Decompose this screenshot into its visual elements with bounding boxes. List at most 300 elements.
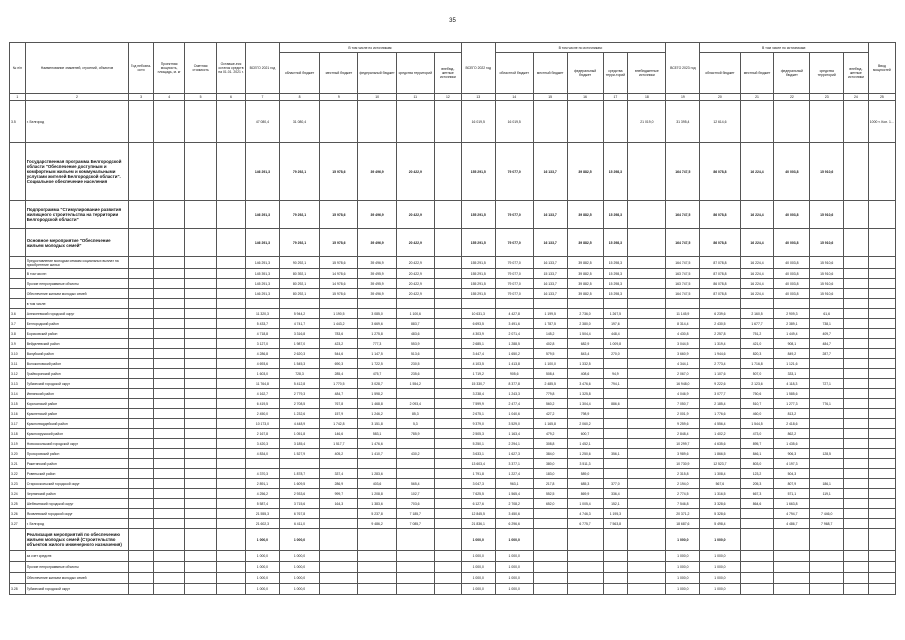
value-cell <box>628 257 666 269</box>
value-cell <box>396 389 434 399</box>
value-cell <box>700 299 740 309</box>
row-name-cell: Государственная программа Белгородской области "Обеспечение доступным и комфортным жильем и коммунальными услугами жителей Белгородской области". Социальное обеспечение населения <box>25 143 128 201</box>
value-cell: 87 078,8 <box>700 269 740 279</box>
row-name-cell: Волоконовский район <box>25 359 128 369</box>
empty-cell <box>129 279 154 289</box>
value-cell <box>740 529 774 551</box>
sub-header-cell: федеральный бюджет <box>358 53 396 94</box>
column-number-cell: 19 <box>666 94 700 101</box>
row-name-cell: Ракитянский район <box>25 459 128 469</box>
value-cell <box>844 257 869 269</box>
value-cell: 16 133,7 <box>533 143 567 201</box>
empty-cell <box>153 519 184 529</box>
value-cell: 423,2 <box>320 339 358 349</box>
value-cell <box>774 584 810 595</box>
notes-cell <box>868 562 895 573</box>
column-number-cell: 13 <box>461 94 495 101</box>
value-cell <box>533 551 567 562</box>
value-cell: 1 000,0 <box>666 529 700 551</box>
table-row <box>10 257 896 269</box>
value-cell: 473,0 <box>740 429 774 439</box>
empty-cell <box>153 573 184 584</box>
value-cell: 12 523,7 <box>700 459 740 469</box>
value-cell: 155 291,5 <box>461 143 495 201</box>
empty-cell <box>129 584 154 595</box>
value-cell: 20 371,2 <box>666 509 700 519</box>
row-number-cell: 3.27 <box>10 519 26 529</box>
value-cell: 3 151,8 <box>358 419 396 429</box>
empty-cell <box>216 399 245 409</box>
value-cell <box>434 469 461 479</box>
value-cell <box>320 101 358 143</box>
empty-cell <box>129 489 154 499</box>
value-cell <box>434 201 461 229</box>
notes-cell <box>868 229 895 257</box>
value-cell: 2 485,5 <box>533 379 567 389</box>
table-row <box>10 279 896 289</box>
empty-cell <box>129 359 154 369</box>
row-name-cell: Реализация мероприятий по обеспечению жильем молодых семей (Строительство объектов жилого инженерного назначения) <box>25 529 128 551</box>
value-cell: 146,6 <box>320 429 358 439</box>
value-cell: 1 250,6 <box>567 449 603 459</box>
value-cell: 1 663,8 <box>774 499 810 509</box>
value-cell: 1 449,4 <box>774 329 810 339</box>
empty-cell <box>216 269 245 279</box>
value-cell: 16 019,5 <box>461 101 495 143</box>
empty-cell <box>844 329 869 339</box>
value-cell <box>567 562 603 573</box>
value-cell: 39 496,9 <box>358 201 396 229</box>
empty-cell <box>216 562 245 573</box>
value-cell: 270,0 <box>603 349 628 359</box>
empty-cell <box>129 309 154 319</box>
value-cell: 1 866,5 <box>700 449 740 459</box>
column-number-cell: 15 <box>533 94 567 101</box>
value-cell: 600,7 <box>567 429 603 439</box>
table-row <box>10 329 896 339</box>
empty-cell <box>153 143 184 201</box>
value-cell: 4 256,2 <box>246 489 280 499</box>
value-cell: 1 000,0 <box>279 584 319 595</box>
row-number-cell <box>10 299 26 309</box>
value-cell: 336,4 <box>603 489 628 499</box>
value-cell: 3 669,6 <box>358 319 396 329</box>
notes-cell <box>868 459 895 469</box>
empty-cell <box>185 329 216 339</box>
value-cell: 16 948,0 <box>666 379 700 389</box>
value-cell: 6 419,5 <box>246 399 280 409</box>
value-cell <box>810 562 844 573</box>
value-cell: 2 257,8 <box>700 329 740 339</box>
value-cell: 15 298,3 <box>603 143 628 201</box>
row-number-cell <box>10 289 26 299</box>
empty-cell <box>216 449 245 459</box>
value-cell <box>396 562 434 573</box>
value-cell: 4 741,7 <box>279 319 319 329</box>
value-cell <box>434 562 461 573</box>
notes-cell <box>868 349 895 359</box>
row-name-cell: г. Белгород <box>25 101 128 143</box>
value-cell: 3 047,3 <box>461 479 495 489</box>
notes-cell <box>868 299 895 309</box>
value-cell <box>434 257 461 269</box>
value-cell: 1 000,0 <box>700 562 740 573</box>
notes-cell <box>868 509 895 519</box>
value-cell: 1 776,6 <box>700 409 740 419</box>
value-cell: 1 121,6 <box>774 359 810 369</box>
notes-cell <box>868 469 895 479</box>
column-number-cell: 25 <box>868 94 895 101</box>
value-cell: 16 133,7 <box>533 279 567 289</box>
value-cell <box>628 289 666 299</box>
col-remaining-header: Оставше-еся остаток средств на 01.01. 2021 г. <box>216 43 245 94</box>
value-cell: 2 185,4 <box>700 399 740 409</box>
value-cell <box>810 389 844 399</box>
value-cell: 405,2 <box>320 449 358 459</box>
value-cell: 1 603,0 <box>246 369 280 379</box>
value-cell: 1 051,8 <box>279 429 319 439</box>
value-cell <box>567 584 603 595</box>
value-cell: 507,0 <box>740 369 774 379</box>
value-cell: 31 080,4 <box>279 101 319 143</box>
value-cell: 1 000,0 <box>495 551 533 562</box>
empty-cell <box>129 101 154 143</box>
empty-cell <box>844 499 869 509</box>
table-row <box>10 339 896 349</box>
value-cell: 1 332,5 <box>567 359 603 369</box>
value-cell <box>396 299 434 309</box>
value-cell <box>628 279 666 289</box>
value-cell: 1 878,7 <box>279 469 319 479</box>
value-cell: 205,3 <box>740 479 774 489</box>
value-cell: 652,0 <box>533 499 567 509</box>
notes-cell <box>868 201 895 229</box>
table-row <box>10 409 896 419</box>
value-cell <box>358 573 396 584</box>
value-cell <box>844 201 869 229</box>
value-cell: 1 000,0 <box>700 573 740 584</box>
table-row <box>10 489 896 499</box>
value-cell: 16 133,7 <box>533 229 567 257</box>
column-number-cell: 5 <box>185 94 216 101</box>
value-cell: 777,3 <box>358 339 396 349</box>
value-cell <box>434 299 461 309</box>
value-cell: 8 314,4 <box>666 319 700 329</box>
empty-cell <box>129 449 154 459</box>
value-cell: 869,9 <box>567 489 603 499</box>
empty-cell <box>129 257 154 269</box>
value-cell <box>603 584 628 595</box>
value-cell <box>628 229 666 257</box>
notes-cell <box>868 143 895 201</box>
value-cell: 1 677,7 <box>740 319 774 329</box>
row-name-cell: Губкинский городской округ <box>25 584 128 595</box>
empty-cell <box>129 469 154 479</box>
value-cell <box>628 419 666 429</box>
empty-cell <box>153 489 184 499</box>
value-cell: 1 005,4 <box>567 499 603 509</box>
empty-cell <box>129 289 154 299</box>
column-number-cell: 10 <box>358 94 396 101</box>
value-cell: 1 000,0 <box>700 584 740 595</box>
value-cell: 128,5 <box>810 449 844 459</box>
investment-program-table <box>9 42 896 595</box>
value-cell: 682,9 <box>567 339 603 349</box>
row-name-cell: Шебекинский городской округ <box>25 499 128 509</box>
row-number-cell <box>10 229 26 257</box>
value-cell <box>844 269 869 279</box>
value-cell <box>358 299 396 309</box>
value-cell <box>603 529 628 551</box>
value-cell: 9 259,6 <box>666 419 700 429</box>
value-cell: 217,8 <box>533 479 567 489</box>
row-number-cell: 3.19 <box>10 439 26 449</box>
value-cell: 5 944,2 <box>279 309 319 319</box>
notes-cell <box>868 399 895 409</box>
value-cell <box>567 573 603 584</box>
value-cell: 4 556,4 <box>700 419 740 429</box>
value-cell: 14 978,6 <box>320 269 358 279</box>
row-number-cell <box>10 551 26 562</box>
table-row <box>10 449 896 459</box>
value-cell: 80 392,1 <box>279 269 319 279</box>
value-cell: 421,0 <box>740 339 774 349</box>
value-cell: 39 882,5 <box>567 143 603 201</box>
value-cell: 2 773,4 <box>700 359 740 369</box>
value-cell <box>603 389 628 399</box>
value-cell: 18 687,6 <box>666 519 700 529</box>
value-cell: 1 000,0 <box>666 562 700 573</box>
sub-header-cell: федеральный бюджет <box>774 53 810 94</box>
column-number-cell: 7 <box>246 94 280 101</box>
sub-header-cell: федеральный бюджет <box>567 53 603 94</box>
value-cell <box>810 409 844 419</box>
value-cell <box>628 499 666 509</box>
value-cell: 2 067,0 <box>666 369 700 379</box>
value-cell <box>810 573 844 584</box>
value-cell: 183,0 <box>533 469 567 479</box>
row-name-cell: Старооскольский городской округ <box>25 479 128 489</box>
value-cell: 4 427,8 <box>495 309 533 319</box>
value-cell <box>603 573 628 584</box>
row-name-cell: Прочие непрограммные объекты <box>25 562 128 573</box>
empty-cell <box>153 529 184 551</box>
table-row <box>10 479 896 489</box>
table-row <box>10 229 896 257</box>
value-cell: 1 987,0 <box>279 339 319 349</box>
value-cell <box>320 519 358 529</box>
value-cell: 20 422,9 <box>396 257 434 269</box>
empty-cell <box>129 269 154 279</box>
value-cell: 16 133,7 <box>533 201 567 229</box>
empty-cell <box>129 339 154 349</box>
empty-cell <box>129 369 154 379</box>
empty-cell <box>129 399 154 409</box>
value-cell: 3 085,0 <box>358 309 396 319</box>
row-number-cell <box>10 562 26 573</box>
value-cell <box>567 529 603 551</box>
row-name-cell: Основное мероприятие "Обеспечение жильем молодых семей" <box>25 229 128 257</box>
value-cell: 553,9 <box>396 339 434 349</box>
value-cell <box>844 573 869 584</box>
value-cell: 2 380,0 <box>567 319 603 329</box>
value-cell <box>810 101 844 143</box>
empty-cell <box>153 349 184 359</box>
value-cell: 508,4 <box>533 369 567 379</box>
value-cell: 567,6 <box>700 479 740 489</box>
value-cell: 79 077,0 <box>495 279 533 289</box>
value-cell: 230,5 <box>396 359 434 369</box>
value-cell: 15 978,6 <box>320 143 358 201</box>
empty-cell <box>129 299 154 309</box>
value-cell: 1 000,0 <box>246 562 280 573</box>
value-cell: 2 909,3 <box>774 309 810 319</box>
value-cell: 155 291,5 <box>461 257 495 269</box>
value-cell: 544,6 <box>320 349 358 359</box>
value-cell: 1 383,6 <box>358 499 396 509</box>
value-cell: 20 422,9 <box>396 229 434 257</box>
value-cell <box>434 399 461 409</box>
row-number-cell <box>10 279 26 289</box>
row-name-cell: Краснояружский район <box>25 429 128 439</box>
value-cell: 6 767,8 <box>279 509 319 519</box>
value-cell: 39 496,9 <box>358 229 396 257</box>
value-cell: 164 747,5 <box>666 289 700 299</box>
empty-cell <box>216 229 245 257</box>
value-cell: 1 040,6 <box>495 409 533 419</box>
empty-cell <box>216 299 245 309</box>
value-cell: 186,1 <box>810 479 844 489</box>
value-cell: 21 836,1 <box>461 519 495 529</box>
value-cell: 2 708,2 <box>495 499 533 509</box>
value-cell: 16 133,7 <box>533 289 567 299</box>
column-number-cell: 8 <box>279 94 319 101</box>
empty-cell <box>185 349 216 359</box>
value-cell: 1 165,8 <box>533 419 567 429</box>
value-cell: 79 077,0 <box>495 269 533 279</box>
value-cell <box>434 379 461 389</box>
sub-header-cell: местный бюджет <box>320 53 358 94</box>
table-row <box>10 429 896 439</box>
sub-header-cell: средства территорий <box>396 53 434 94</box>
empty-cell <box>185 499 216 509</box>
value-cell: 15 133,7 <box>533 269 567 279</box>
value-cell: 963,1 <box>495 479 533 489</box>
value-cell <box>533 573 567 584</box>
value-cell <box>603 359 628 369</box>
value-cell: 1 009,8 <box>603 339 628 349</box>
value-cell <box>628 459 666 469</box>
row-number-cell: 3.28 <box>10 584 26 595</box>
empty-cell <box>844 419 869 429</box>
value-cell: 20 422,9 <box>396 201 434 229</box>
value-cell: 14 978,6 <box>320 279 358 289</box>
notes-cell <box>868 329 895 339</box>
value-cell: 164 747,5 <box>666 257 700 269</box>
row-name-cell: Новооскольский городской округ <box>25 439 128 449</box>
value-cell: 4 103,5 <box>461 359 495 369</box>
empty-cell <box>216 257 245 269</box>
value-cell: 15 298,3 <box>603 279 628 289</box>
value-cell: 448,4 <box>603 329 628 339</box>
notes-cell <box>868 519 895 529</box>
sub-header-cell: внебюд-жетные источники <box>844 53 869 94</box>
value-cell: 3 077,7 <box>700 389 740 399</box>
value-cell: 571,1 <box>774 489 810 499</box>
row-name-cell: Обеспечение жильем молодых семей <box>25 573 128 584</box>
empty-cell <box>153 379 184 389</box>
value-cell: 1 000,0 <box>495 573 533 584</box>
value-cell <box>320 509 358 519</box>
sub-header-cell: местный бюджет <box>533 53 567 94</box>
notes-cell <box>868 309 895 319</box>
notes-cell <box>868 257 895 269</box>
value-cell <box>434 389 461 399</box>
value-cell: 7 446,0 <box>810 509 844 519</box>
value-cell: 308,8 <box>533 439 567 449</box>
row-name-cell: Вейделевский район <box>25 339 128 349</box>
empty-cell <box>153 499 184 509</box>
value-cell <box>774 529 810 551</box>
value-cell: 727,1 <box>810 379 844 389</box>
value-cell <box>461 299 495 309</box>
empty-cell <box>216 339 245 349</box>
value-cell: 1 308,4 <box>700 469 740 479</box>
value-cell <box>810 459 844 469</box>
empty-cell <box>129 529 154 551</box>
value-cell <box>774 299 810 309</box>
empty-cell <box>185 439 216 449</box>
value-cell: 20 422,9 <box>396 279 434 289</box>
value-cell: 1 650,2 <box>495 349 533 359</box>
value-cell <box>396 529 434 551</box>
notes-cell <box>868 279 895 289</box>
value-cell: 94,9 <box>603 369 628 379</box>
value-cell <box>810 429 844 439</box>
value-cell: 1 000,0 <box>461 562 495 573</box>
value-cell <box>628 429 666 439</box>
value-cell: 146 291,3 <box>246 143 280 201</box>
table-row <box>10 299 896 309</box>
value-cell: 15 978,6 <box>320 289 358 299</box>
value-cell: 40 003,8 <box>774 279 810 289</box>
column-number-cell: 2 <box>25 94 128 101</box>
empty-cell <box>185 299 216 309</box>
value-cell <box>628 201 666 229</box>
value-cell: 751,2 <box>740 329 774 339</box>
row-number-cell: 3.20 <box>10 449 26 459</box>
empty-cell <box>185 309 216 319</box>
row-name-cell: Обеспечение жильем молодых семей <box>25 289 128 299</box>
value-cell: 3 238,4 <box>461 389 495 399</box>
value-cell: 15 910,6 <box>810 269 844 279</box>
row-number-cell: 3.25 <box>10 499 26 509</box>
row-name-cell: г. Белгород <box>25 519 128 529</box>
value-cell: 16 224,4 <box>740 289 774 299</box>
value-cell: 1 410,7 <box>358 449 396 459</box>
table-row <box>10 289 896 299</box>
value-cell: 3 491,6 <box>495 319 533 329</box>
notes-cell <box>868 339 895 349</box>
value-cell: 1 719,2 <box>461 369 495 379</box>
empty-cell <box>153 269 184 279</box>
empty-cell <box>216 359 245 369</box>
value-cell: 906,3 <box>774 449 810 459</box>
value-cell: 1 435,6 <box>774 439 810 449</box>
value-cell <box>603 562 628 573</box>
value-cell <box>434 339 461 349</box>
value-cell: 430,2 <box>396 449 434 459</box>
